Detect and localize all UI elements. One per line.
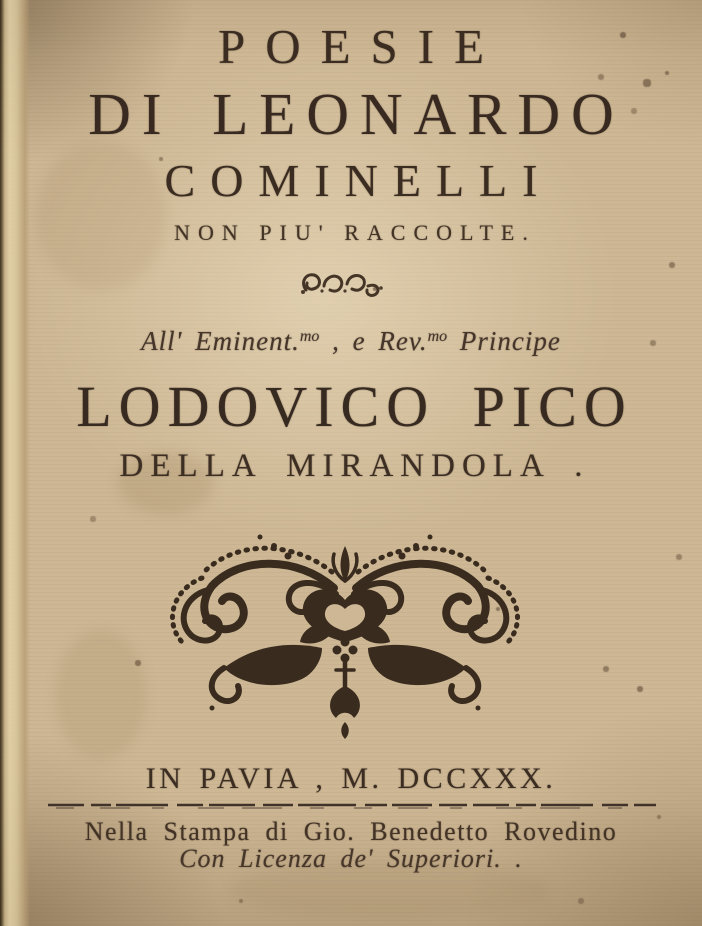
title-line-1: POESIE [217, 19, 505, 74]
title-line-2: DI LEONARDO [88, 81, 625, 147]
dedication-text-mid: , e Rev. [319, 326, 428, 356]
paper-stain [56, 630, 146, 760]
dedication-salutation [0, 327, 702, 355]
imprint-printer: Nella Stampa di Gio. Benedetto Rovedino [84, 817, 618, 846]
imprint-license: Con Licenza de' Superiori. . [179, 844, 523, 873]
dedicatee-name-line-2: DELLA MIRANDOLA . [119, 448, 590, 484]
dedication-superscript-1: mo [299, 328, 320, 345]
printers-rule-divider [46, 801, 658, 811]
foxing-spots [0, 0, 2, 2]
dedication-text-pre: All' Eminent. [141, 326, 300, 356]
dedication-text-post: Principe [447, 326, 561, 356]
title-line-3: COMINELLI [164, 155, 553, 206]
dedicatee-name-line-1: LODOVICO PICO [76, 374, 633, 439]
baroque-woodcut-ornament-icon [140, 530, 550, 742]
dedication-superscript-2: mo [427, 328, 448, 345]
title-subtitle: NON PIU' RACCOLTE. [174, 220, 536, 245]
small-fleuron-ornament-icon [297, 269, 387, 301]
imprint-place-date: IN PAVIA , M. DCCXXX. [145, 762, 557, 795]
